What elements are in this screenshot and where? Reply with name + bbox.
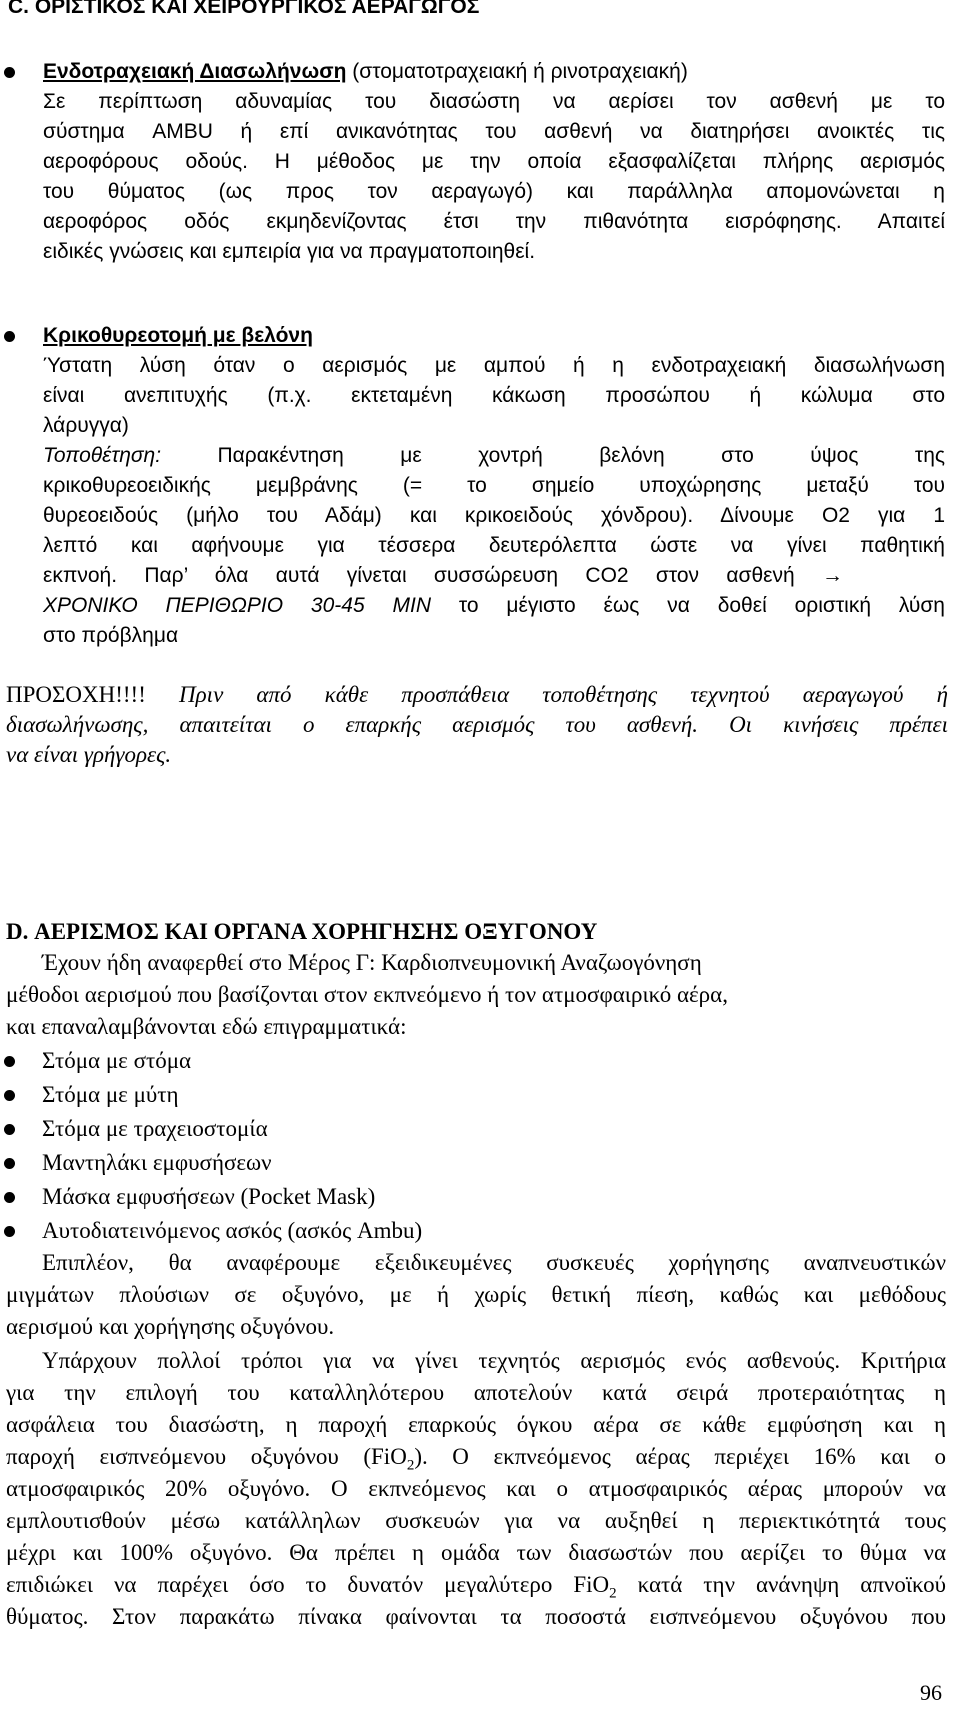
paragraph-line: μιγμάτων πλούσιων σε οξυγόνο, με ή χωρίς θετική πίεση, καθώς και μεθόδους <box>6 1282 946 1307</box>
method-item: Μάσκα εμφυσήσεων (Pocket Mask) <box>42 1184 376 1209</box>
fio2-text-a: παροχή εισπνεόμενου οξυγόνου (FiO <box>6 1444 407 1469</box>
paragraph-line: Επιπλέον, θα αναφέρουμε εξειδικευμένες συσκευές χορήγησης αναπνευστικών <box>42 1250 946 1275</box>
section-d-heading: D. ΑΕΡΙΣΜΟΣ ΚΑΙ ΟΡΓΑΝΑ ΧΟΡΗΓΗΣΗΣ ΟΞΥΓΟΝΟΥ <box>6 919 598 944</box>
bullet-icon <box>4 1158 15 1169</box>
intubation-title-line <box>43 57 688 87</box>
intubation-title-suffix: (στοματοτραχειακή ή ρινοτραχειακή) <box>346 60 688 83</box>
caution-line <box>6 680 948 710</box>
cricothyrotomy-last-line: στο πρόβλημα <box>43 624 179 647</box>
cricothyrotomy-line: είναι ανεπιτυχής (π.χ. εκτεταμένη κάκωση προσώπου ή κώλυμα στο <box>43 384 945 407</box>
section-d-intro-line: μέθοδοι αερισμού που βασίζονται στον εκπνεόμενο ή τον ατμοσφαιρικό αέρα, <box>6 982 728 1007</box>
section-c-heading: C. ΟΡΙΣΤΙΚΟΣ ΚΑΙ ΧΕΙΡΟΥΡΓΙΚΟΣ ΑΕΡΑΓΩΓΟΣ <box>8 0 480 18</box>
paragraph-line: θύματος. Στον παρακάτω πίνακα φαίνονται τα ποσοστά εισπνεόμενου οξυγόνου που <box>6 1604 946 1629</box>
fio2-line2-b: κατά την ανάνηψη απνοϊκού <box>616 1572 946 1597</box>
method-item: Στόμα με στόμα <box>42 1048 192 1073</box>
fio2-line2-a: επιδιώκει να παρέχει όσο το δυνατόν μεγαλύτερο FiO <box>6 1572 610 1597</box>
placement-line: θυρεοειδούς (μήλο του Αδάμ) και κρικοειδούς χόνδρου). Δίνουμε Ο2 για 1 <box>43 504 945 527</box>
co2-line: εκπνοή. Παρ’ όλα αυτά γίνεται συσσώρευση CO2 στον ασθενή → <box>43 564 843 587</box>
section-d-intro-line: και επαναλαμβάνονται εδώ επιγραμματικά: <box>6 1014 407 1039</box>
paragraph-line: εμπλουτισθούν μέσω κατάλληλων συσκευών για να αυξηθεί η περιεκτικότητά τους <box>6 1508 946 1533</box>
placement-text: Παρακέντηση με χοντρή βελόνη στο ύψος της <box>161 444 945 467</box>
fio2-line2-subscript: 2 <box>609 1585 617 1602</box>
method-item: Μαντηλάκι εμφυσήσεων <box>42 1150 272 1175</box>
placement-line: κρικοθυρεοειδικής μεμβράνης (= το σημείο υποχώρησης μεταξύ του <box>43 474 945 497</box>
time-line <box>43 591 945 621</box>
intubation-line: Σε περίπτωση αδυναμίας του διασώστη να αερίσει τον ασθενή με το <box>43 90 945 113</box>
time-label: ΧΡΟΝΙΚΟ ΠΕΡΙΘΩΡΙΟ 30-45 MIN <box>43 594 431 617</box>
section-d-intro-line: Έχουν ήδη αναφερθεί στο Μέρος Γ: Καρδιοπνευμονική Αναζωογόνηση <box>42 950 702 975</box>
placement-line <box>43 441 945 471</box>
intubation-line: αεροφόρος οδός εκμηδενίζοντας έτσι την πιθανότητα εισρόφησης. Απαιτεί <box>43 210 945 233</box>
bullet-icon <box>4 331 15 342</box>
placement-label: Τοποθέτηση: <box>43 444 162 467</box>
paragraph-line: μέχρι και 100% οξυγόνο. Θα πρέπει η ομάδα των διασωστών που αερίζει το θύμα να <box>6 1540 946 1565</box>
bullet-icon <box>4 1192 15 1203</box>
intubation-title: Ενδοτραχειακή Διασωλήνωση <box>43 60 347 83</box>
caution-line: να είναι γρήγορες. <box>6 742 172 767</box>
fio2-text-b: ). Ο εκπνεόμενος αέρας περιέχει 16% και ο <box>414 1444 946 1469</box>
intubation-line: του θύματος (ως προς τον αεραγωγό) και παράλληλα απομονώνεται η <box>43 180 945 203</box>
bullet-icon <box>4 1056 15 1067</box>
method-item: Στόμα με μύτη <box>42 1082 179 1107</box>
bullet-icon <box>4 67 15 78</box>
placement-line: λεπτό και αφήνουμε για τέσσερα δευτερόλεπτα ώστε να γίνει παθητική <box>43 534 945 557</box>
time-suffix: το μέγιστο έως να δοθεί οριστική λύση <box>430 594 945 617</box>
bullet-icon <box>4 1226 15 1237</box>
caution-line: διασωλήνωσης, απαιτείται ο επαρκής αερισμός του ασθενή. Οι κινήσεις πρέπει <box>6 712 948 737</box>
caution-label: ΠΡΟΣΟΧΗ!!!! <box>6 682 146 707</box>
paragraph-line: ασφάλεια του διασώστη, η παροχή επαρκούς όγκου αέρα σε κάθε εμφύσηση και η <box>6 1412 946 1437</box>
cricothyrotomy-title: Κρικοθυρεοτομή με βελόνη <box>43 324 313 347</box>
paragraph-line: Υπάρχουν πολλοί τρόποι για να γίνει τεχνητός αερισμός ενός ασθενούς. Κριτήρια <box>42 1348 946 1373</box>
intubation-line: αεροφόρους οδούς. Η μέθοδος με την οποία εξασφαλίζεται πλήρης αερισμός <box>43 150 945 173</box>
cricothyrotomy-line: λάρυγγα) <box>43 414 129 437</box>
cricothyrotomy-line: Ύστατη λύση όταν ο αερισμός με αμπού ή η ενδοτραχειακή διασωλήνωση <box>43 354 945 377</box>
bullet-icon <box>4 1090 15 1101</box>
page-number: 96 <box>920 1680 942 1705</box>
bullet-icon <box>4 1124 15 1135</box>
intubation-line: σύστημα AMBU ή επί ανικανότητας του ασθενή να διατηρήσει ανοικτές τις <box>43 120 945 143</box>
method-item: Αυτοδιατεινόμενος ασκός (ασκός Ambu) <box>42 1218 423 1243</box>
paragraph-line: αερισμού και χορήγησης οξυγόνου. <box>6 1314 335 1339</box>
method-item: Στόμα με τραχειοστομία <box>42 1116 268 1141</box>
intubation-line: ειδικές γνώσεις και εμπειρία για να πραγματοποιηθεί. <box>43 240 536 263</box>
caution-text: Πριν από κάθε προσπάθεια τοποθέτησης τεχνητού αεραγωγού ή <box>145 682 948 707</box>
fio2-subscript: 2 <box>406 1457 415 1474</box>
paragraph-line: για την επιλογή του καταλληλότερου αποτελούν κατά σειρά προτεραιότητας η <box>6 1380 946 1405</box>
paragraph-line: ατμοσφαιρικός 20% οξυγόνο. Ο εκπνεόμενος και ο ατμοσφαιρικός αέρας μπορούν να <box>6 1476 946 1501</box>
